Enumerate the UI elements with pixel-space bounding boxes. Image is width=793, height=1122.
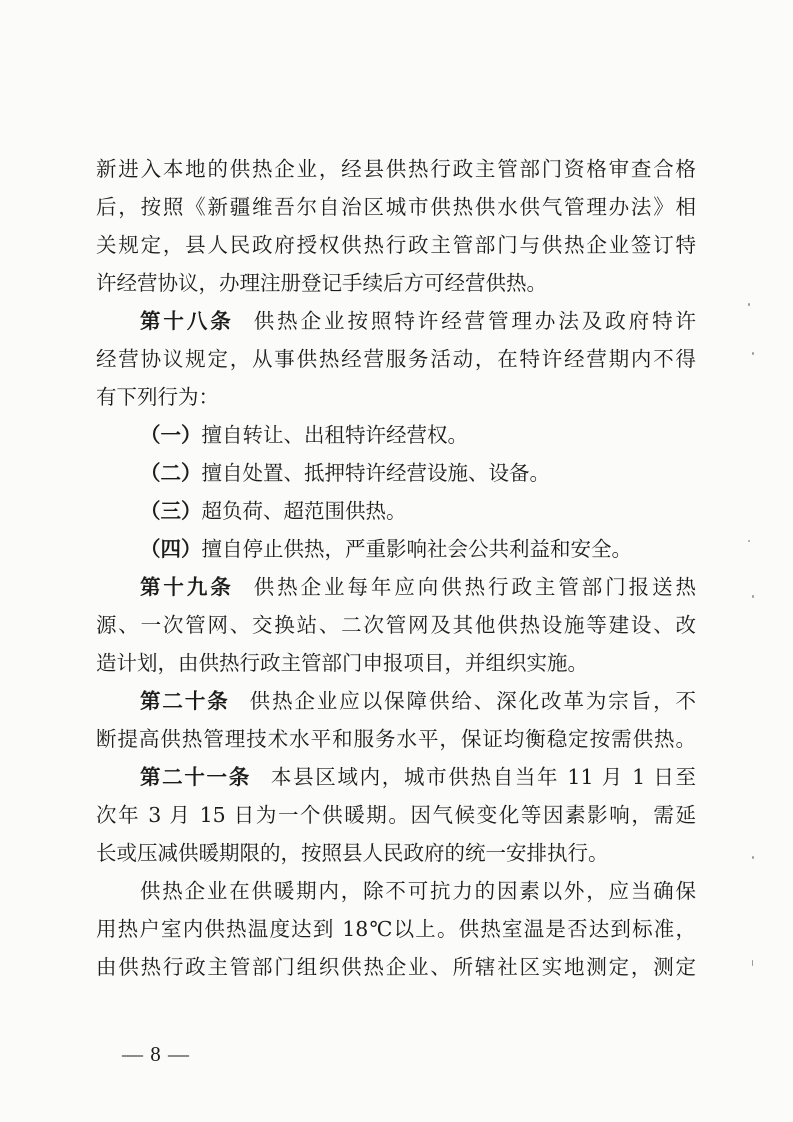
list-item-mark: （一） xyxy=(140,423,202,447)
article-18-line-1 xyxy=(140,306,696,336)
paragraph-line: 许经营协议，办理注册登记手续后方可经营供热。 xyxy=(96,271,547,295)
article-18-line-3: 有下列行为： xyxy=(96,385,219,409)
paragraph-line: 关规定，县人民政府授权供热行政主管部门与供热企业签订特 xyxy=(96,233,696,257)
list-item xyxy=(140,420,696,450)
scan-speck xyxy=(752,856,754,859)
list-item xyxy=(140,534,696,564)
list-item-mark: （四） xyxy=(140,537,202,561)
article-18-text: 供热企业按照特许经营管理办法及政府特许 xyxy=(253,309,696,333)
article-20-line-1 xyxy=(140,686,696,716)
list-item xyxy=(140,496,696,526)
list-item-text: 擅自停止供热，严重影响社会公共利益和安全。 xyxy=(201,537,632,561)
paragraph-line: 新进入本地的供热企业，经县供热行政主管部门资格审查合格 xyxy=(96,157,696,181)
scan-speck xyxy=(748,303,750,306)
article-21-line-1 xyxy=(140,762,696,792)
list-item-text: 擅自处置、抵押特许经营设施、设备。 xyxy=(201,461,550,485)
list-item xyxy=(140,458,696,488)
page-number: — 8 — xyxy=(122,1042,190,1066)
paragraph-line: 由供热行政主管部门组织供热企业、所辖社区实地测定，测定 xyxy=(96,955,696,979)
scan-speck xyxy=(752,352,754,355)
list-item-mark: （三） xyxy=(140,499,202,523)
article-20-text: 供热企业应以保障供给、深化改革为宗旨，不 xyxy=(249,689,696,713)
article-20-line-2: 断提高供热管理技术水平和服务水平，保证均衡稳定按需供热。 xyxy=(96,727,696,751)
paragraph-line: 后，按照《新疆维吾尔自治区城市供热供水供气管理办法》相 xyxy=(96,195,696,219)
article-19-line-2: 源、一次管网、交换站、二次管网及其他供热设施等建设、改 xyxy=(96,613,696,637)
article-20-heading: 第二十条 xyxy=(140,689,230,713)
article-21-text: 本县区域内，城市供热自当年 11 月 1 日至 xyxy=(270,765,696,789)
paragraph-line: 用热户室内供热温度达到 18℃以上。供热室温是否达到标准， xyxy=(96,917,696,941)
list-item-mark: （二） xyxy=(140,461,202,485)
article-21-heading: 第二十一条 xyxy=(140,765,251,789)
article-19-line-1 xyxy=(140,572,696,602)
paragraph-line: 供热企业在供暖期内，除不可抗力的因素以外，应当确保 xyxy=(140,879,696,903)
article-19-line-3: 造计划，由供热行政主管部门申报项目，并组织实施。 xyxy=(96,651,588,675)
article-19-heading: 第十九条 xyxy=(140,575,234,599)
article-21-line-2: 次年 3 月 15 日为一个供暖期。因气候变化等因素影响，需延 xyxy=(96,803,696,827)
scan-speck xyxy=(752,595,754,598)
scan-speck xyxy=(748,540,750,542)
article-18-line-2: 经营协议规定，从事供热经营服务活动，在特许经营期内不得 xyxy=(96,347,696,371)
article-19-text: 供热企业每年应向供热行政主管部门报送热 xyxy=(253,575,696,599)
article-21-line-3: 长或压减供暖期限的，按照县人民政府的统一安排执行。 xyxy=(96,841,609,865)
list-item-text: 超负荷、超范围供热。 xyxy=(201,499,407,523)
article-18-heading: 第十八条 xyxy=(140,309,234,333)
list-item-text: 擅自转让、出租特许经营权。 xyxy=(201,423,468,447)
scan-speck xyxy=(752,960,753,966)
